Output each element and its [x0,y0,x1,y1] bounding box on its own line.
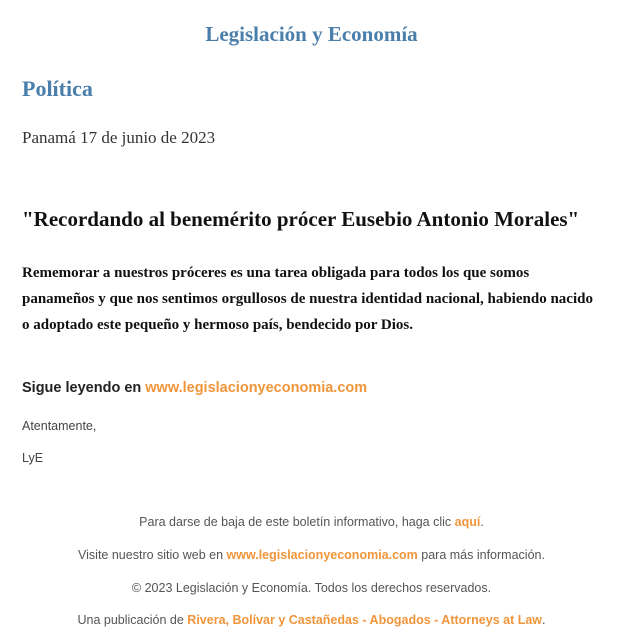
visit-text: Visite nuestro sitio web en [78,548,224,562]
article-date: Panamá 17 de junio de 2023 [22,128,216,147]
publication-text: Una publicación de [77,613,184,627]
read-more-line [22,380,367,396]
signoff-regards: Atentamente, [22,419,97,433]
unsubscribe-suffix: . [480,515,484,529]
read-more-link[interactable]: www.legislacionyeconomia.com [145,380,368,396]
visit-suffix: para más información. [421,548,545,562]
footer-copyright: © 2023 Legislación y Economía. Todos los derechos reservados. [131,581,492,595]
section-heading: Política [22,76,93,101]
footer-unsubscribe-line [0,515,623,529]
newsletter-brand-title: Legislación y Economía [205,22,418,46]
read-more-prefix: Sigue leyendo en [22,380,142,396]
unsubscribe-link[interactable]: aquí [454,515,481,529]
website-link[interactable]: www.legislacionyeconomia.com [226,548,418,562]
signoff-signature: LyE [22,451,44,465]
publication-suffix: . [542,613,546,627]
article-lead-paragraph: Rememorar a nuestros próceres es una tarea obligada para todos los que somos panameños y que nos sentimos orgullosos de nuestra identidad nacional, habiendo nacido o adoptado este pequeño y hermoso país, bendecido por Dios. [22,265,593,333]
footer-visit-line [0,548,623,562]
publisher-link[interactable]: Rivera, Bolívar y Castañedas - Abogados - Attorneys at Law [187,613,543,627]
footer-publication-line [0,613,623,627]
article-title: "Recordando al benemérito prócer Eusebio Antonio Morales" [22,207,580,231]
unsubscribe-text: Para darse de baja de este boletín informativo, haga clic [139,515,452,529]
